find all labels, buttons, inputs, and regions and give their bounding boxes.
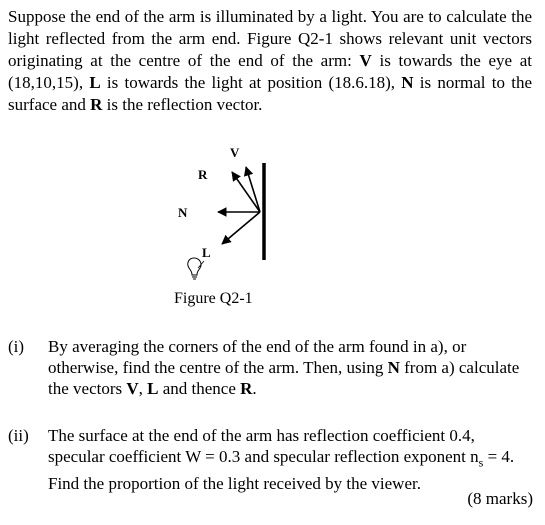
part-text [48, 425, 528, 494]
marks-label: (8 marks) [467, 489, 533, 508]
vector-r-label: R [90, 95, 103, 114]
intro-n-text: is normal to the surface and [8, 73, 532, 114]
vector-l-arrow [222, 212, 260, 244]
part-i-text-mid: from a) calculate the vectors [48, 358, 520, 398]
label-r: R [198, 167, 208, 182]
vector-diagram [160, 145, 310, 300]
vector-r-ref: R [240, 379, 253, 398]
part-i-text-thence: and thence [158, 379, 241, 398]
vector-v-arrow [246, 167, 260, 212]
part-text [48, 336, 528, 399]
part-ii-text-end: = 4. Find the proportion of the light received by the viewer. [48, 447, 515, 494]
figure-caption: Figure Q2-1 [174, 290, 253, 307]
intro-r-text: is the reflection vector. [102, 95, 263, 114]
separator: , [138, 379, 148, 398]
light-bulb-icon [188, 258, 204, 279]
label-v: V [230, 145, 240, 160]
vector-v-label: V [359, 51, 372, 70]
vector-v-ref: V [126, 379, 139, 398]
vector-n-label: N [401, 73, 414, 92]
question-intro [8, 6, 532, 116]
part-i-text: By averaging the corners of the end of the arm found in a), or otherwise, find the centre of the arm. Then, using [48, 337, 467, 377]
part-number: (i) [8, 337, 25, 356]
vector-r-arrow [232, 172, 260, 212]
vector-n-ref: N [387, 358, 400, 377]
vector-l-label: L [89, 73, 101, 92]
intro-v-text: is towards the eye at (18,10,15), [8, 51, 533, 92]
vector-l-ref: L [147, 379, 159, 398]
part-number: (ii) [8, 426, 29, 445]
intro-text: Suppose the end of the arm is illuminated by a light. You are to calculate the light reflected from the arm end. Figure Q2-1 shows relevant unit vectors originating at the centre of the end of the arm: [8, 7, 532, 70]
period: . [252, 379, 257, 398]
intro-l-text: is towards the light at position (18.6.18), [100, 73, 402, 92]
label-l: L [202, 245, 211, 260]
exponent-subscript: s [478, 455, 484, 470]
label-n: N [178, 205, 188, 220]
part-ii-text: The surface at the end of the arm has reflection coefficient 0.4, specular coefficient W = 0.3 and specular reflection exponent n [48, 426, 479, 466]
